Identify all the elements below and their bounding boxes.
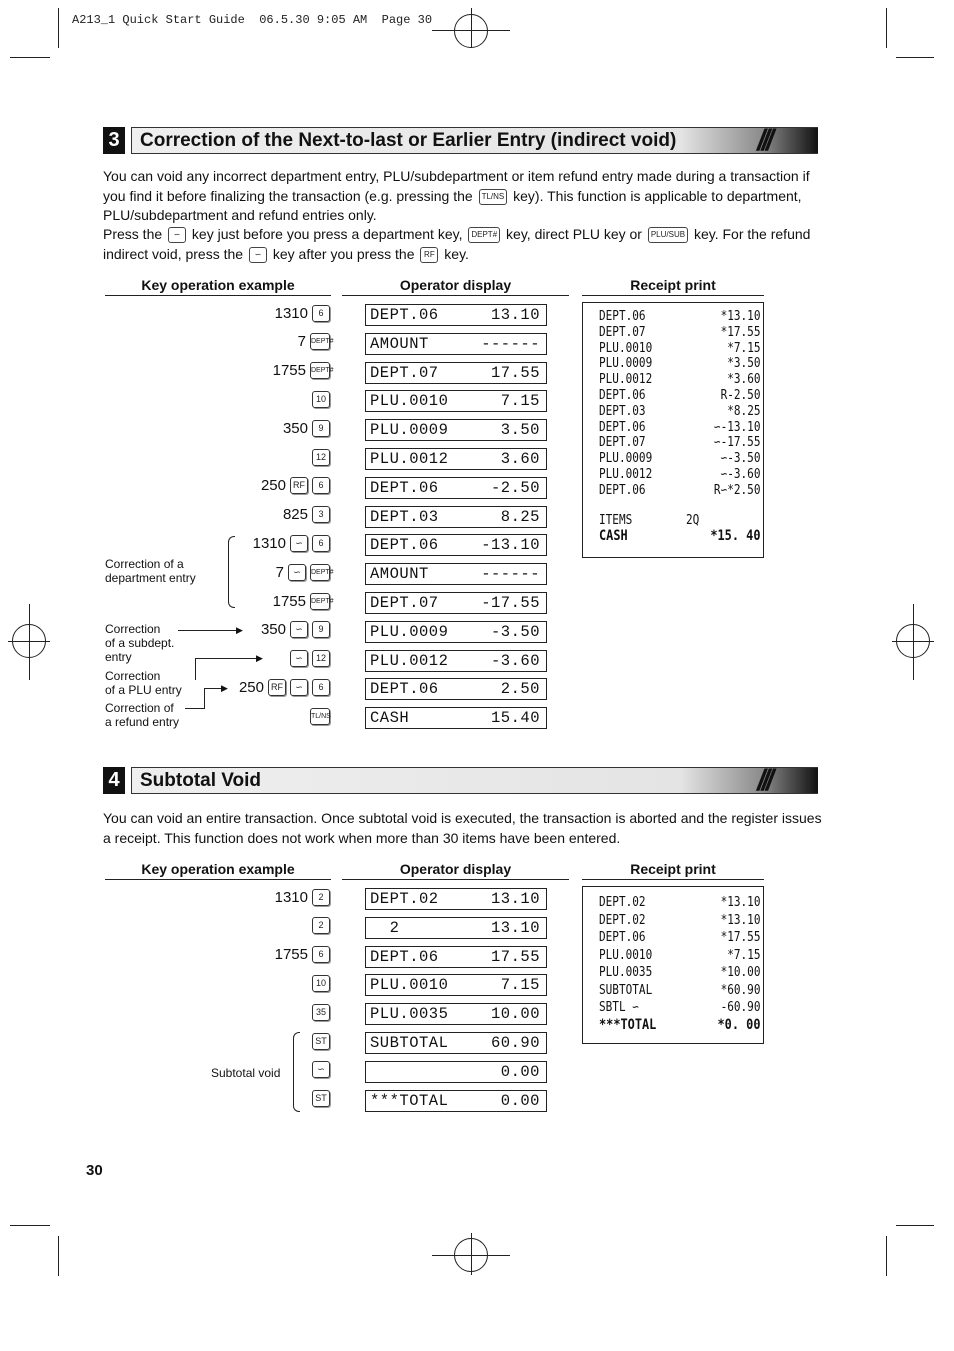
key-operation-row [312, 916, 330, 936]
receipt-label: DEPT.06 [599, 482, 646, 498]
display-value: 13.10 [490, 890, 540, 908]
display-value: 15.40 [490, 709, 540, 728]
display-line [365, 650, 547, 672]
receipt-label: DEPT.02 [599, 912, 646, 928]
dept-key-icon: DEPT# [468, 227, 500, 243]
section-3-paragraph-1: You can void any incorrect department entry, PLU/subdepartment or item refund entry made during a transaction if you find it before finalizing the transaction (e.g. pressing the TL/NS key). This function is applicable to department, PLU/subdepartment and refund entries only. [103, 168, 810, 223]
note-line: department entry [105, 571, 196, 585]
display-label: PLU.0035 [370, 1005, 449, 1024]
note-subdept-correction [105, 622, 174, 664]
receipt-label: DEPT.06 [599, 388, 646, 403]
display-line [365, 946, 547, 968]
receipt-line [599, 435, 761, 451]
numbered-key-icon: 12 [312, 650, 330, 667]
display-value: -2.50 [490, 478, 540, 497]
receipt-label: DEPT.06 [599, 309, 646, 324]
key-operation-row [275, 562, 334, 582]
receipt-line [599, 388, 761, 404]
entry-amount: 7 [297, 333, 306, 351]
display-line [365, 448, 547, 470]
crop-mark [10, 1225, 50, 1226]
receipt-line [599, 483, 761, 499]
receipt-label: DEPT.07 [599, 435, 646, 451]
crop-mark [58, 8, 59, 48]
display-label: PLU.0012 [370, 450, 449, 468]
registration-mark [29, 604, 30, 680]
receipt-value: *7.15 [727, 947, 761, 963]
rf-key-icon: RF [290, 477, 308, 494]
display-line [365, 563, 547, 585]
display-label: PLU.0010 [370, 392, 449, 411]
section-number: 4 [103, 767, 125, 794]
receipt-value: ∽-17.55 [713, 435, 761, 451]
receipt-value: *17.55 [720, 324, 761, 340]
display-value: 13.10 [490, 306, 540, 324]
entry-amount: 250 [260, 477, 286, 495]
display-label: DEPT.07 [370, 594, 439, 612]
receipt-line [599, 325, 761, 341]
divider [582, 879, 764, 880]
col-operator-display: Operator display [399, 277, 512, 293]
receipt-value: *3.60 [727, 372, 761, 388]
section-title [131, 764, 818, 797]
display-value: 3.50 [500, 421, 540, 440]
arrow-line [195, 658, 196, 680]
void-key-icon: ∽ [249, 247, 267, 263]
slash-decoration-icon: /// [756, 124, 770, 157]
receipt-cash-line [599, 529, 761, 545]
entry-amount: 1755 [274, 946, 308, 964]
void-key-icon: ∽ [288, 564, 306, 581]
dept-key-icon: DEPT# [310, 593, 330, 610]
receipt-label: ***TOTAL [599, 1016, 657, 1033]
display-value: 60.90 [490, 1034, 540, 1052]
entry-amount: 7 [275, 563, 284, 581]
numbered-key-icon: 9 [312, 621, 330, 638]
key-operation-row [261, 476, 330, 496]
receipt-line [599, 356, 761, 372]
display-label: 2 [370, 918, 400, 937]
crop-mark [10, 57, 50, 58]
receipt-line [599, 895, 761, 911]
divider [105, 295, 331, 296]
note-line: Correction of a [105, 557, 184, 571]
col-operator-display: Operator display [399, 861, 512, 877]
key-operation-row [275, 945, 330, 965]
receipt-value: -60.90 [720, 1000, 761, 1015]
display-line [365, 888, 547, 910]
section-3-paragraph-2: Press the ∽ key just before you press a department key, DEPT# key, direct PLU key or PLU/SUB key. For the refund indirect void, press the ∽ key after you press the RF key. [103, 226, 811, 262]
display-value: 7.15 [500, 392, 540, 411]
dept-key-icon: DEPT# [310, 564, 330, 581]
display-label: SUBTOTAL [370, 1034, 449, 1052]
numbered-key-icon: 6 [312, 946, 330, 963]
display-label: PLU.0009 [370, 421, 449, 440]
crop-mark [886, 8, 887, 48]
brace-dept [228, 536, 235, 608]
display-line [365, 506, 547, 528]
void-key-icon: ∽ [312, 1061, 330, 1078]
receipt-line [599, 1000, 761, 1016]
display-label: PLU.0009 [370, 622, 449, 641]
display-line [365, 1061, 547, 1083]
key-operation-row [297, 332, 334, 352]
display-line [365, 917, 547, 939]
col-receipt-print: Receipt print [630, 861, 716, 877]
section-4-paragraph: You can void an entire transaction. Once subtotal void is executed, the transaction is aborted and the register issues a receipt. This function does not work when more than 30 items have been entered. [103, 810, 822, 846]
section-number: 3 [103, 127, 125, 154]
receipt-value: *15. 40 [710, 528, 761, 544]
display-value: -13.10 [481, 536, 540, 555]
arrow-line [178, 630, 240, 631]
key-operation-row [253, 533, 330, 553]
display-label: ***TOTAL [370, 1091, 449, 1110]
note-line: Correction [105, 669, 161, 683]
display-label: AMOUNT [370, 565, 429, 584]
display-label: DEPT.07 [370, 363, 439, 382]
entry-amount: 1310 [252, 534, 286, 552]
display-label: PLU.0010 [370, 976, 449, 995]
display-label: DEPT.02 [370, 890, 439, 908]
numbered-key-icon: 6 [312, 535, 330, 552]
key-operation-row [239, 677, 330, 697]
receipt-label: DEPT.06 [599, 419, 646, 435]
key-operation-row [312, 389, 330, 409]
key-operation-row [261, 620, 330, 640]
display-value: 0.00 [500, 1062, 540, 1081]
crop-mark [886, 1236, 887, 1276]
arrow-line [204, 688, 205, 709]
receipt-line [599, 309, 761, 325]
receipt-label: PLU.0012 [599, 372, 653, 388]
crop-mark [896, 57, 934, 58]
receipt-line [599, 451, 761, 467]
section-3-receipt [582, 302, 764, 558]
receipt-line [599, 372, 761, 388]
key-operation-row [272, 591, 334, 611]
col-key-operation: Key operation example [141, 861, 295, 877]
dept-key-icon: DEPT# [310, 362, 330, 379]
key-operation-row [312, 1060, 330, 1080]
entry-amount: 1755 [272, 362, 306, 380]
void-key-icon: ∽ [290, 650, 308, 667]
receipt-line [599, 965, 761, 981]
display-value: 2.50 [500, 680, 540, 699]
subtotal-key-icon: ST [312, 1090, 330, 1107]
entry-amount: 250 [238, 678, 264, 696]
void-key-icon: ∽ [290, 621, 308, 638]
display-line [365, 333, 547, 355]
display-label: DEPT.06 [370, 536, 439, 555]
receipt-label: DEPT.07 [599, 324, 646, 340]
receipt-label: PLU.0012 [599, 467, 653, 482]
display-line [365, 419, 547, 441]
receipt-label: PLU.0035 [599, 965, 653, 980]
numbered-key-icon: 2 [312, 917, 330, 934]
note-line: of a subdept. [105, 636, 175, 650]
display-line [365, 304, 547, 326]
slash-decoration-icon: /// [756, 764, 770, 797]
receipt-line [599, 983, 761, 999]
note-line: Correction [105, 622, 161, 636]
display-line [365, 592, 547, 614]
key-operation-row [312, 1031, 330, 1051]
void-key-icon: ∽ [290, 535, 308, 552]
subtotal-key-icon: ST [312, 1033, 330, 1050]
numbered-key-icon: 10 [312, 391, 330, 408]
display-label: AMOUNT [370, 334, 429, 353]
receipt-line [599, 467, 761, 483]
receipt-line [599, 913, 761, 929]
display-line [365, 678, 547, 700]
divider [342, 879, 569, 880]
receipt-label: DEPT.03 [599, 403, 646, 419]
receipt-value: *3.50 [727, 356, 761, 372]
display-value: ------ [481, 565, 540, 584]
display-line [365, 974, 547, 996]
key-operation-row [312, 447, 330, 467]
display-value: -3.50 [490, 622, 540, 641]
display-label: PLU.0012 [370, 651, 449, 670]
section-title-text: Correction of the Next-to-last or Earlier Entry (indirect void) [140, 130, 677, 151]
receipt-label: DEPT.06 [599, 930, 646, 945]
divider [582, 295, 764, 296]
receipt-value: *60.90 [720, 982, 761, 998]
entry-amount: 350 [260, 621, 286, 639]
display-value: 13.10 [490, 918, 540, 937]
display-value: -17.55 [481, 594, 540, 612]
numbered-key-icon: 12 [312, 449, 330, 466]
display-value: 17.55 [490, 363, 540, 382]
tlns-key-icon: TL/NS [479, 189, 508, 205]
note-line: of a PLU entry [105, 683, 182, 697]
display-value: 3.60 [500, 450, 540, 468]
display-value: 17.55 [490, 947, 540, 966]
arrow-head-icon: ▶ [256, 653, 263, 663]
receipt-value: *13.10 [720, 309, 761, 324]
receipt-value: R∽*2.50 [713, 482, 761, 498]
crop-mark [896, 1225, 934, 1226]
key-operation-row [283, 505, 330, 525]
display-value: -3.60 [490, 651, 540, 670]
receipt-label: PLU.0009 [599, 451, 653, 467]
registration-mark [913, 604, 914, 680]
note-line: entry [105, 650, 132, 664]
display-value: 8.25 [500, 507, 540, 526]
receipt-value: *13.10 [720, 895, 761, 910]
section-title [131, 124, 818, 157]
display-label: DEPT.06 [370, 306, 439, 324]
key-operation-row [272, 361, 334, 381]
col-receipt-print: Receipt print [630, 277, 716, 293]
receipt-label: DEPT.02 [599, 895, 646, 910]
receipt-line [599, 341, 761, 357]
section-title-text: Subtotal Void [140, 770, 262, 791]
receipt-label: SBTL ∽ [599, 1000, 639, 1015]
numbered-key-icon: 6 [312, 679, 330, 696]
note-line: Correction of [105, 701, 174, 715]
key-operation-row [310, 706, 330, 726]
receipt-value: *10.00 [720, 965, 761, 980]
page-number: 30 [86, 1162, 103, 1179]
receipt-value: *8.25 [727, 403, 761, 419]
receipt-label: PLU.0009 [599, 356, 653, 372]
receipt-value: ∽-13.10 [713, 419, 761, 435]
arrow-line [195, 658, 259, 659]
entry-amount: 1310 [274, 888, 308, 906]
display-line [365, 1090, 547, 1112]
display-label: DEPT.06 [370, 947, 439, 966]
crop-mark [58, 1236, 59, 1276]
rf-key-icon: RF [268, 679, 286, 696]
numbered-key-icon: 35 [312, 1004, 330, 1021]
receipt-line [599, 1018, 761, 1034]
receipt-line [599, 948, 761, 964]
receipt-items-line [599, 513, 761, 529]
arrow-line [185, 708, 205, 709]
arrow-head-icon: ▶ [221, 683, 228, 693]
receipt-line [599, 404, 761, 420]
note-line: a refund entry [105, 715, 180, 729]
key-operation-row [312, 1002, 330, 1022]
void-key-icon: ∽ [290, 679, 308, 696]
receipt-line [599, 930, 761, 946]
numbered-key-icon: 6 [312, 477, 330, 494]
note-refund-correction [105, 701, 179, 729]
key-operation-row [275, 887, 330, 907]
display-line [365, 477, 547, 499]
plu-sub-key-icon: PLU/SUB [648, 227, 688, 243]
display-label: DEPT.03 [370, 507, 439, 526]
void-key-icon: ∽ [168, 227, 186, 243]
key-operation-row [275, 303, 330, 323]
display-line [365, 390, 547, 412]
key-operation-row [312, 1089, 330, 1109]
receipt-value: 2Q [685, 513, 700, 528]
display-line [365, 362, 547, 384]
registration-mark [471, 8, 472, 48]
receipt-label: PLU.0010 [599, 340, 653, 356]
numbered-key-icon: 6 [312, 305, 330, 322]
key-operation-row [283, 418, 330, 438]
display-line [365, 1003, 547, 1025]
numbered-key-icon: 9 [312, 420, 330, 437]
note-subtotal-void: Subtotal void [211, 1066, 281, 1080]
note-plu-correction [105, 669, 182, 697]
receipt-label: SUBTOTAL [599, 982, 653, 998]
receipt-label: CASH [599, 528, 628, 544]
receipt-value: *17.55 [720, 930, 761, 945]
entry-amount: 1755 [272, 592, 306, 610]
rf-key-icon: RF [420, 247, 438, 263]
display-line [365, 621, 547, 643]
display-value: 7.15 [500, 976, 540, 995]
note-dept-correction [105, 557, 196, 585]
divider [342, 295, 569, 296]
divider [105, 879, 331, 880]
receipt-value: ∽-3.60 [720, 467, 761, 482]
entry-amount: 1310 [274, 304, 308, 322]
receipt-value: ∽-3.50 [720, 451, 761, 467]
display-line [365, 1032, 547, 1054]
entry-amount: 350 [282, 419, 308, 437]
key-operation-row [290, 649, 330, 669]
display-value: 10.00 [490, 1005, 540, 1024]
arrow-head-icon: ▶ [236, 625, 243, 635]
numbered-key-icon: 3 [312, 506, 330, 523]
entry-amount: 825 [282, 506, 308, 524]
registration-mark [471, 1233, 472, 1275]
brace-subtotal-void [293, 1032, 300, 1112]
key-operation-row [312, 973, 330, 993]
display-label: DEPT.06 [370, 478, 439, 497]
display-label: DEPT.06 [370, 680, 439, 699]
receipt-value: *7.15 [727, 340, 761, 356]
display-value: 0.00 [500, 1091, 540, 1110]
receipt-label: ITEMS [599, 513, 633, 528]
display-line [365, 707, 547, 729]
display-label: CASH [370, 709, 410, 728]
section-4-header [103, 764, 818, 797]
receipt-value: *0. 00 [717, 1016, 761, 1033]
receipt-value: R-2.50 [720, 388, 761, 403]
receipt-line [599, 420, 761, 436]
tlns-key-icon: TL/NS [310, 708, 330, 725]
numbered-key-icon: 2 [312, 889, 330, 906]
print-header: A213_1 Quick Start Guide 06.5.30 9:05 AM Page 30 [72, 13, 433, 27]
receipt-label: PLU.0010 [599, 947, 653, 963]
col-key-operation: Key operation example [141, 277, 295, 293]
section-4-receipt [582, 886, 764, 1044]
receipt-value: *13.10 [720, 912, 761, 928]
numbered-key-icon: 10 [312, 975, 330, 992]
display-value: ------ [481, 334, 540, 353]
section-3-header [103, 124, 818, 157]
display-line [365, 534, 547, 556]
dept-key-icon: DEPT# [310, 333, 330, 350]
